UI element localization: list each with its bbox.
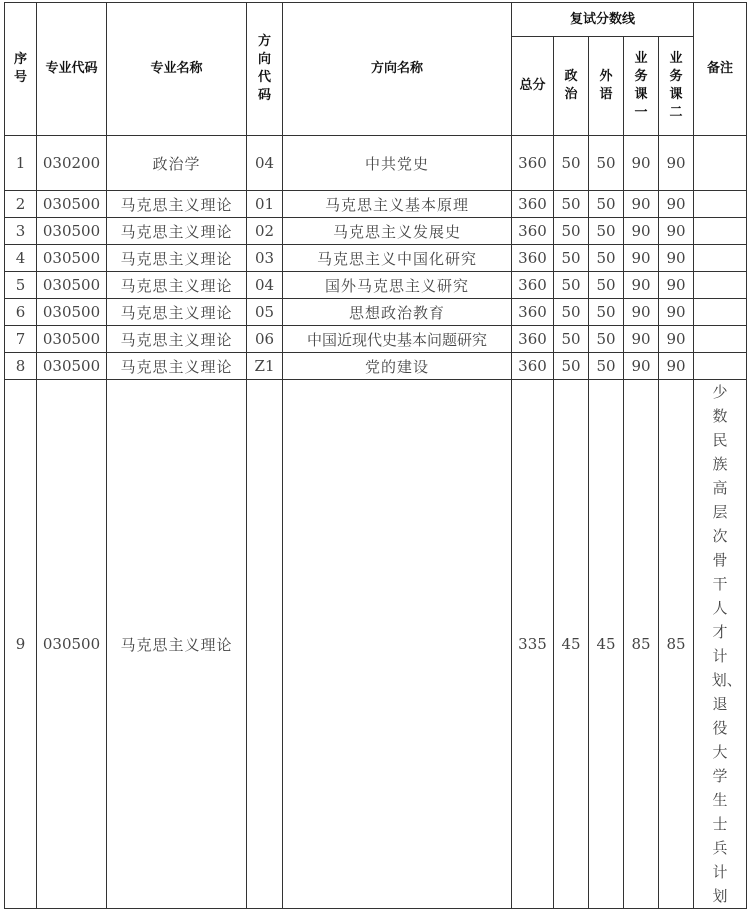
table-row	[5, 299, 747, 326]
table-row	[5, 326, 747, 353]
cell-direction-code: 06	[247, 326, 283, 353]
cell-total: 335	[512, 380, 554, 909]
cell-remark	[694, 299, 747, 326]
cell-direction-code	[247, 380, 283, 909]
cell-course-2: 90	[659, 353, 694, 380]
cell-foreign: 50	[589, 353, 624, 380]
cell-major-code: 030500	[37, 218, 107, 245]
table-row	[5, 380, 747, 909]
header-politics: 政治	[554, 37, 589, 136]
cell-politics: 50	[554, 299, 589, 326]
cell-major-name: 政治学	[107, 136, 247, 191]
cell-foreign: 50	[589, 218, 624, 245]
cell-course-2: 90	[659, 326, 694, 353]
cell-total: 360	[512, 326, 554, 353]
header-score-group: 复试分数线	[512, 3, 694, 37]
cell-course-2: 90	[659, 272, 694, 299]
cell-seq: 1	[5, 136, 37, 191]
header-major-code: 专业代码	[37, 3, 107, 136]
cell-major-code: 030500	[37, 380, 107, 909]
cell-major-code: 030500	[37, 191, 107, 218]
table-row	[5, 272, 747, 299]
cell-course-2: 90	[659, 245, 694, 272]
cell-direction-code: 05	[247, 299, 283, 326]
header-total: 总分	[512, 37, 554, 136]
cell-major-name: 马克思主义理论	[107, 299, 247, 326]
header-course-2: 业务课二	[659, 37, 694, 136]
cell-seq: 4	[5, 245, 37, 272]
cell-major-code: 030500	[37, 353, 107, 380]
cell-foreign: 50	[589, 299, 624, 326]
cell-seq: 5	[5, 272, 37, 299]
cell-course-2: 90	[659, 218, 694, 245]
cell-major-code: 030500	[37, 272, 107, 299]
cell-direction-code: 03	[247, 245, 283, 272]
cell-direction-code: 04	[247, 272, 283, 299]
cell-remark	[694, 326, 747, 353]
cell-remark	[694, 245, 747, 272]
cell-major-code: 030200	[37, 136, 107, 191]
cell-direction-name: 党的建设	[283, 353, 512, 380]
table-row	[5, 245, 747, 272]
cell-foreign: 50	[589, 136, 624, 191]
cell-course-1: 90	[624, 353, 659, 380]
cell-course-1: 85	[624, 380, 659, 909]
cell-seq: 7	[5, 326, 37, 353]
cell-remark	[694, 218, 747, 245]
cell-course-1: 90	[624, 326, 659, 353]
cell-direction-code: 02	[247, 218, 283, 245]
header-major-name: 专业名称	[107, 3, 247, 136]
header-course-1: 业务课一	[624, 37, 659, 136]
cell-politics: 50	[554, 326, 589, 353]
cell-total: 360	[512, 218, 554, 245]
cell-direction-name: 中共党史	[283, 136, 512, 191]
cell-course-2: 90	[659, 299, 694, 326]
cell-major-code: 030500	[37, 326, 107, 353]
header-seq: 序号	[5, 3, 37, 136]
cell-total: 360	[512, 191, 554, 218]
cell-direction-name: 马克思主义中国化研究	[283, 245, 512, 272]
header-remark: 备注	[694, 3, 747, 136]
cell-major-name: 马克思主义理论	[107, 380, 247, 909]
cell-course-2: 85	[659, 380, 694, 909]
cell-course-1: 90	[624, 136, 659, 191]
cell-foreign: 50	[589, 326, 624, 353]
cell-politics: 45	[554, 380, 589, 909]
cell-direction-code: Z1	[247, 353, 283, 380]
cell-politics: 50	[554, 272, 589, 299]
cell-seq: 9	[5, 380, 37, 909]
cell-major-code: 030500	[37, 299, 107, 326]
cell-direction-name: 中国近现代史基本问题研究	[283, 326, 512, 353]
cell-politics: 50	[554, 353, 589, 380]
cell-major-code: 030500	[37, 245, 107, 272]
cell-course-1: 90	[624, 218, 659, 245]
cell-total: 360	[512, 272, 554, 299]
cell-course-2: 90	[659, 191, 694, 218]
cell-direction-name: 思想政治教育	[283, 299, 512, 326]
cell-seq: 2	[5, 191, 37, 218]
header-direction-code: 方向代码	[247, 3, 283, 136]
cell-direction-name	[283, 380, 512, 909]
cell-course-1: 90	[624, 245, 659, 272]
cell-total: 360	[512, 136, 554, 191]
table-row	[5, 353, 747, 380]
header-foreign: 外语	[589, 37, 624, 136]
table-row	[5, 136, 747, 191]
cell-course-1: 90	[624, 272, 659, 299]
cell-direction-name: 国外马克思主义研究	[283, 272, 512, 299]
cell-remark	[694, 136, 747, 191]
cell-course-1: 90	[624, 299, 659, 326]
cell-politics: 50	[554, 245, 589, 272]
cell-course-2: 90	[659, 136, 694, 191]
header-row-top	[5, 3, 747, 37]
cell-total: 360	[512, 245, 554, 272]
cell-seq: 3	[5, 218, 37, 245]
cell-politics: 50	[554, 191, 589, 218]
cell-total: 360	[512, 353, 554, 380]
cell-direction-code: 04	[247, 136, 283, 191]
cell-direction-name: 马克思主义基本原理	[283, 191, 512, 218]
cell-major-name: 马克思主义理论	[107, 218, 247, 245]
cell-politics: 50	[554, 218, 589, 245]
cell-direction-name: 马克思主义发展史	[283, 218, 512, 245]
cell-direction-code: 01	[247, 191, 283, 218]
cell-major-name: 马克思主义理论	[107, 326, 247, 353]
cell-major-name: 马克思主义理论	[107, 353, 247, 380]
cell-major-name: 马克思主义理论	[107, 272, 247, 299]
cell-remark	[694, 191, 747, 218]
cell-course-1: 90	[624, 191, 659, 218]
table-row	[5, 218, 747, 245]
cell-foreign: 50	[589, 272, 624, 299]
cell-remark	[694, 272, 747, 299]
cell-major-name: 马克思主义理论	[107, 245, 247, 272]
cell-seq: 6	[5, 299, 37, 326]
table-row	[5, 191, 747, 218]
cell-foreign: 45	[589, 380, 624, 909]
cell-politics: 50	[554, 136, 589, 191]
cell-foreign: 50	[589, 191, 624, 218]
cell-total: 360	[512, 299, 554, 326]
header-direction-name: 方向名称	[283, 3, 512, 136]
cell-remark	[694, 353, 747, 380]
cell-foreign: 50	[589, 245, 624, 272]
cell-remark: 少数民族高层次骨干人才计划、退役大学生士兵计划	[694, 380, 747, 909]
cell-major-name: 马克思主义理论	[107, 191, 247, 218]
cell-seq: 8	[5, 353, 37, 380]
score-table	[4, 2, 747, 909]
